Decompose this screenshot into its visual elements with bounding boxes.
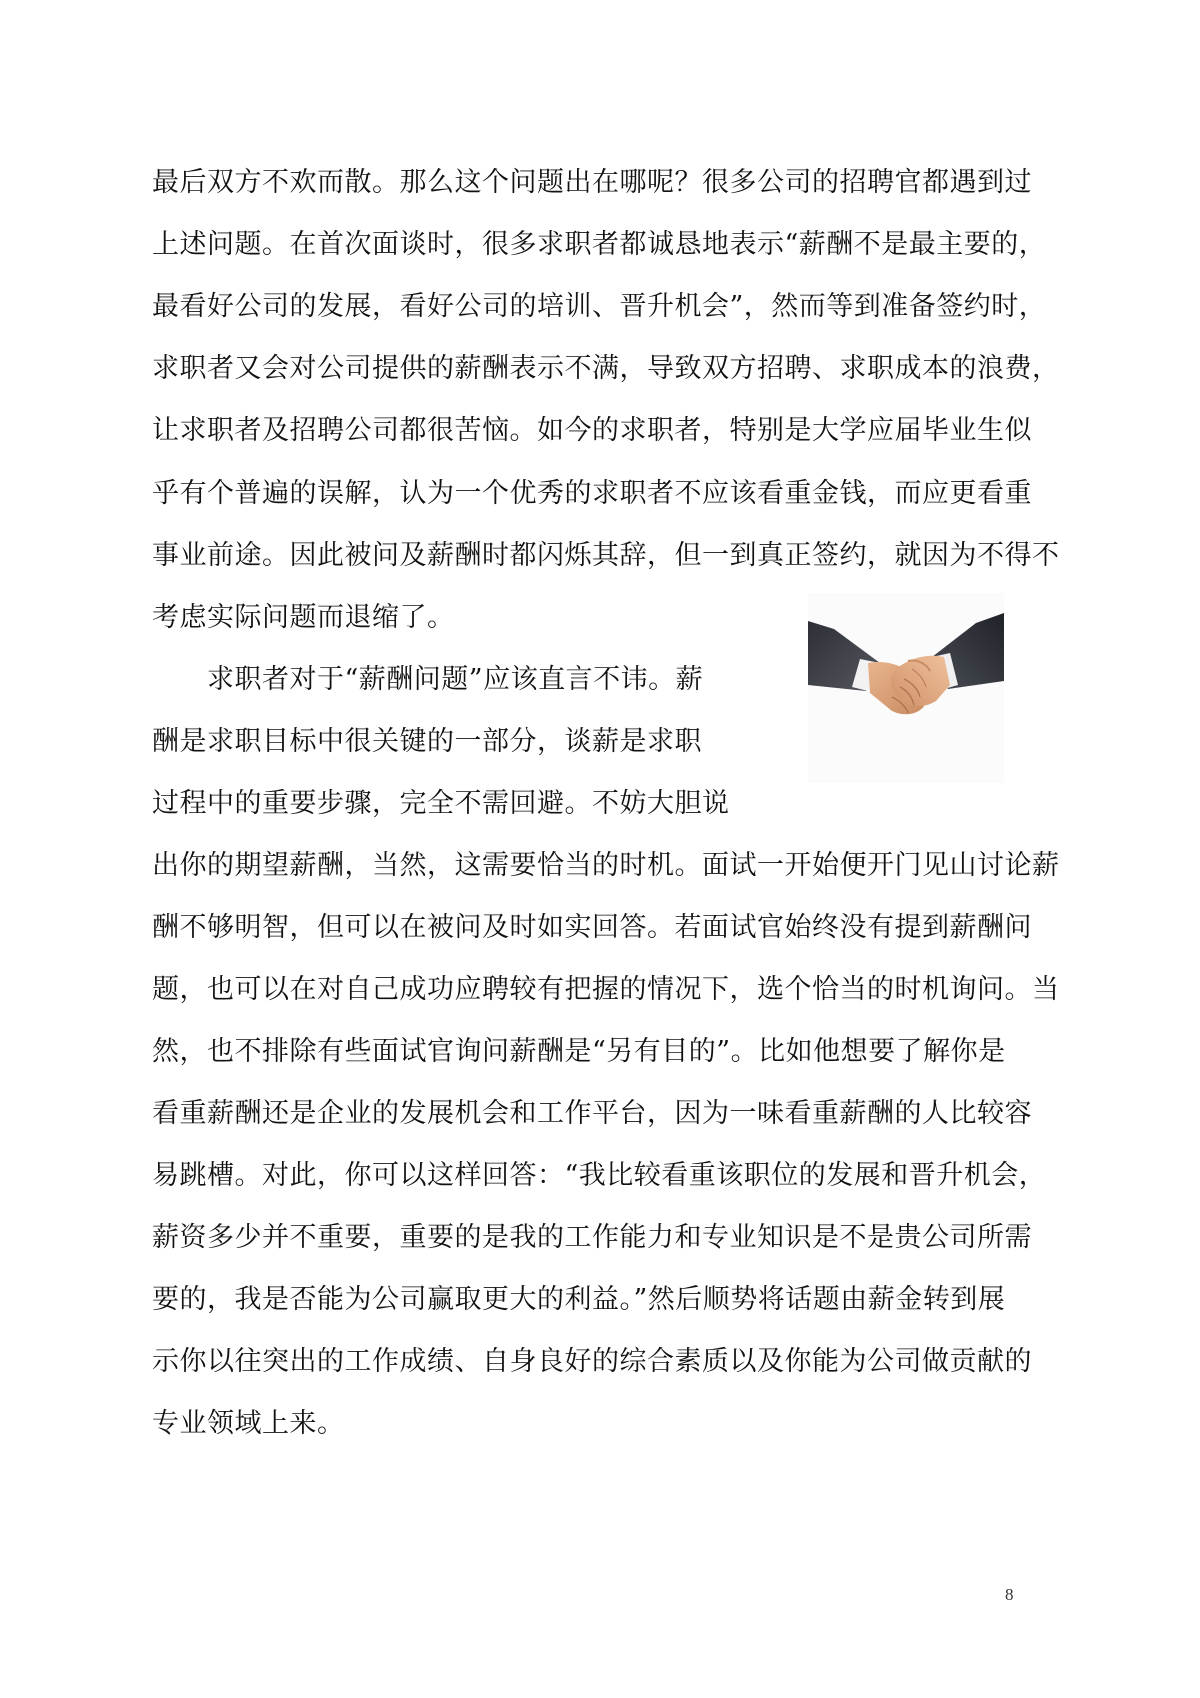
text-line: 示你以往突出的工作成绩、自身良好的综合素质以及你能为公司做贡献的 — [152, 1346, 1032, 1377]
text-line: 让求职者及招聘公司都很苦恼。如今的求职者，特别是大学应届毕业生似 — [152, 415, 1032, 446]
text-line: 专业领域上来。 — [152, 1408, 345, 1439]
text-line: 考虑实际问题而退缩了。 — [152, 602, 455, 633]
text-line: 最看好公司的发展，看好公司的培训、晋升机会”，然而等到准备签约时， — [152, 291, 1047, 322]
text-line: 酬不够明智，但可以在被问及时如实回答。若面试官始终没有提到薪酬问 — [152, 912, 1032, 943]
handshake-image — [808, 593, 1004, 783]
text-line: 易跳槽。对此，你可以这样回答：“我比较看重该职位的发展和晋升机会， — [152, 1160, 1047, 1191]
text-line: 酬是求职目标中很关键的一部分，谈薪是求职 — [152, 726, 702, 757]
text-line: 出你的期望薪酬，当然，这需要恰当的时机。面试一开始便开门见山讨论薪 — [152, 850, 1060, 881]
page-number: 8 — [1005, 1585, 1014, 1604]
text-line: 最后双方不欢而散。那么这个问题出在哪呢？很多公司的招聘官都遇到过 — [152, 167, 1032, 198]
text-line: 看重薪酬还是企业的发展机会和工作平台，因为一味看重薪酬的人比较容 — [152, 1098, 1032, 1129]
text-line: 上述问题。在首次面谈时，很多求职者都诚恳地表示“薪酬不是最主要的， — [152, 229, 1047, 260]
text-line: 乎有个普遍的误解，认为一个优秀的求职者不应该看重金钱，而应更看重 — [152, 478, 1032, 509]
text-line: 题，也可以在对自己成功应聘较有把握的情况下，选个恰当的时机询问。当 — [152, 974, 1060, 1005]
text-line: 要的，我是否能为公司赢取更大的利益。”然后顺势将话题由薪金转到展 — [152, 1284, 1006, 1315]
text-line: 求职者又会对公司提供的薪酬表示不满，导致双方招聘、求职成本的浪费， — [152, 353, 1060, 384]
text-line: 事业前途。因此被问及薪酬时都闪烁其辞，但一到真正签约，就因为不得不 — [152, 540, 1060, 571]
text-line: 薪资多少并不重要，重要的是我的工作能力和专业知识是不是贵公司所需 — [152, 1222, 1032, 1253]
text-line: 求职者对于“薪酬问题”应该直言不讳。薪 — [152, 664, 704, 695]
text-line: 然，也不排除有些面试官询问薪酬是“另有目的”。比如他想要了解你是 — [152, 1036, 1006, 1067]
text-line: 过程中的重要步骤，完全不需回避。不妨大胆说 — [152, 788, 730, 819]
handshake-icon — [808, 593, 1004, 783]
